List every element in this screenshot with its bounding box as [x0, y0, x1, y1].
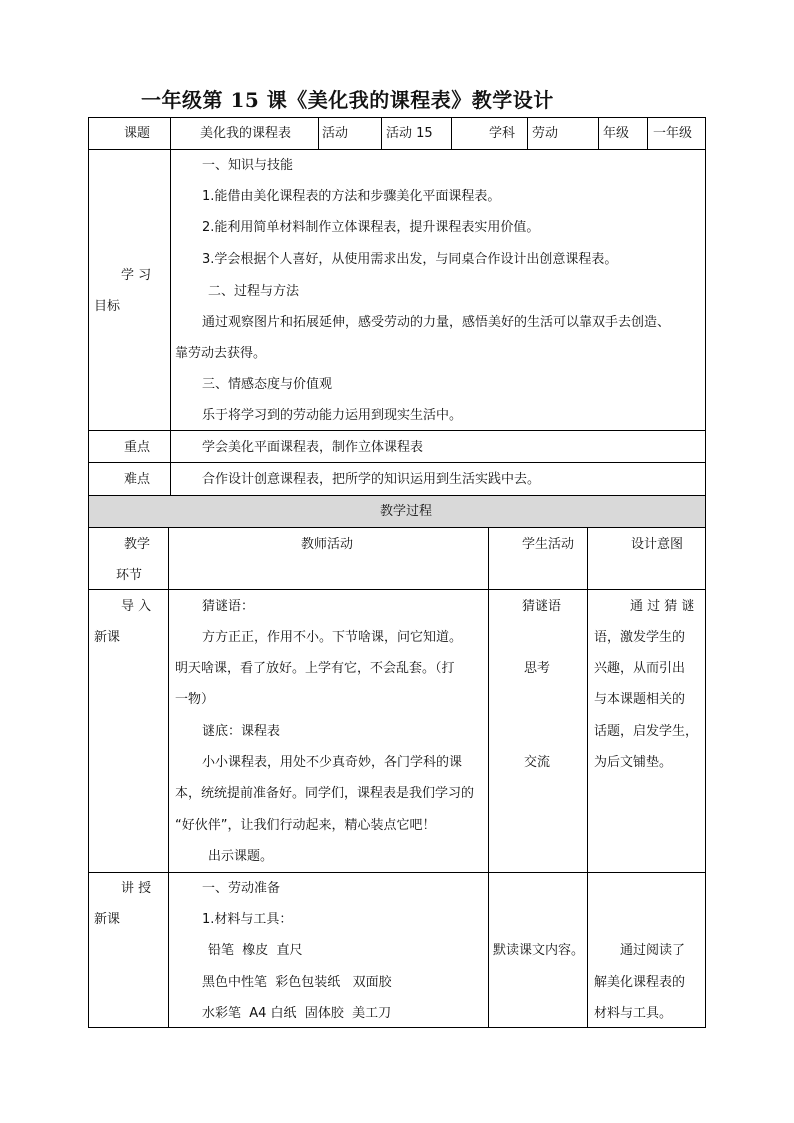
- page-title: 一年级第 15 课《美化我的课程表》教学设计: [141, 88, 554, 112]
- col-stage-line1: 教学: [124, 537, 151, 552]
- col-divider: [318, 117, 319, 150]
- teacher-line: 铅笔 橡皮 直尺: [208, 943, 303, 958]
- intent-line: 兴趣，从而引出: [594, 661, 686, 676]
- student-line: 交流: [524, 755, 551, 770]
- key-point-value: 学会美化平面课程表，制作立体课程表: [202, 440, 424, 455]
- student-line: 猜谜语: [522, 599, 562, 614]
- row-divider: [88, 462, 706, 463]
- goals-line: 3.学会根据个人喜好，从使用需求出发，与同桌合作设计出创意课程表。: [202, 252, 618, 267]
- goals-line: 乐于将学习到的劳动能力运用到现实生活中。: [202, 408, 463, 423]
- col-divider: [647, 117, 648, 150]
- col-divider: [598, 117, 599, 150]
- key-point-label: 重点: [124, 440, 151, 455]
- teacher-line: 本，统统提前准备好。同学们，课程表是我们学习的: [175, 786, 475, 801]
- process-title: 教学过程: [380, 504, 433, 519]
- intent-line: 材料与工具。: [594, 1006, 673, 1021]
- goals-line: 二、过程与方法: [208, 284, 300, 299]
- intent-line: 语，激发学生的: [594, 630, 686, 645]
- stage-line1: 讲 授: [121, 881, 152, 896]
- col-intent: 设计意图: [631, 537, 684, 552]
- teacher-line: 猜谜语：: [202, 599, 255, 614]
- activity-label: 活动: [322, 126, 349, 141]
- goals-line: 三、情感态度与价值观: [202, 377, 333, 392]
- col-divider: [170, 117, 171, 495]
- goals-line: 通过观察图片和拓展延伸，感受劳动的力量，感悟美好的生活可以靠双手去创造、: [202, 315, 671, 330]
- col-divider: [451, 117, 452, 150]
- row-divider: [88, 872, 706, 873]
- topic-value: 美化我的课程表: [200, 126, 292, 141]
- stage-line1: 导 入: [121, 599, 152, 614]
- row-divider: [88, 430, 706, 431]
- teacher-line: 方方正正，作用不小。下节啥课，问它知道。: [202, 630, 463, 645]
- intent-line: 话题，启发学生，: [594, 724, 699, 739]
- table-border-bottom: [88, 1027, 706, 1028]
- activity-value: 活动 15: [386, 126, 433, 141]
- intent-line: 为后文铺垫。: [594, 755, 673, 770]
- col-divider: [488, 527, 489, 1028]
- stage-line2: 新课: [94, 912, 121, 927]
- intent-line: 解美化课程表的: [594, 975, 686, 990]
- table-border-left: [88, 117, 89, 1028]
- difficulty-label: 难点: [124, 472, 151, 487]
- teacher-line: 黑色中性笔 彩色包装纸 双面胶: [202, 975, 392, 990]
- goals-line: 一、知识与技能: [202, 158, 294, 173]
- subject-label: 学科: [489, 126, 516, 141]
- col-divider: [168, 527, 169, 1028]
- goals-label-line1: 学 习: [121, 268, 152, 283]
- intent-line: 与本课题相关的: [594, 692, 686, 707]
- grade-label: 年级: [603, 126, 630, 141]
- teacher-line: 水彩笔 A4 白纸 固体胶 美工刀: [202, 1006, 392, 1021]
- row-divider: [88, 149, 706, 150]
- stage-line2: 新课: [94, 630, 121, 645]
- row-divider: [88, 589, 706, 590]
- goals-line: 2.能利用简单材料制作立体课程表，提升课程表实用价值。: [202, 220, 540, 235]
- col-student: 学生活动: [522, 537, 575, 552]
- col-teacher: 教师活动: [301, 537, 354, 552]
- col-divider: [527, 117, 528, 150]
- table-border-right: [705, 117, 706, 1028]
- difficulty-value: 合作设计创意课程表，把所学的知识运用到生活实践中去。: [202, 472, 541, 487]
- teacher-line: 一物）: [175, 692, 215, 707]
- intent-line: 通 过 猜 谜: [630, 599, 695, 614]
- goals-label-line2: 目标: [94, 299, 121, 314]
- table-border-top: [88, 117, 706, 118]
- teacher-line: 出示课题。: [208, 849, 274, 864]
- goals-line: 1.能借由美化课程表的方法和步骤美化平面课程表。: [202, 189, 501, 204]
- col-divider: [587, 527, 588, 1028]
- topic-label: 课题: [124, 126, 151, 141]
- student-line: 思考: [524, 661, 551, 676]
- teacher-line: 1.材料与工具：: [202, 912, 293, 927]
- grade-value: 一年级: [653, 126, 693, 141]
- row-divider: [88, 495, 706, 496]
- subject-value: 劳动: [532, 126, 559, 141]
- teacher-line: 明天啥课，看了放好。上学有它，不会乱套。（打: [175, 661, 455, 676]
- teacher-line: “好伙伴”，让我们行动起来，精心装点它吧！: [175, 818, 436, 833]
- col-stage-line2: 环节: [116, 568, 143, 583]
- teacher-line: 一、劳动准备: [202, 881, 281, 896]
- teacher-line: 小小课程表，用处不少真奇妙，各门学科的课: [202, 755, 463, 770]
- student-line: 默读课文内容。: [493, 943, 585, 958]
- col-divider: [381, 117, 382, 150]
- goals-line: 靠劳动去获得。: [175, 346, 267, 361]
- intent-line: 通过阅读了: [620, 943, 686, 958]
- row-divider: [88, 527, 706, 528]
- teacher-line: 谜底：课程表: [202, 724, 281, 739]
